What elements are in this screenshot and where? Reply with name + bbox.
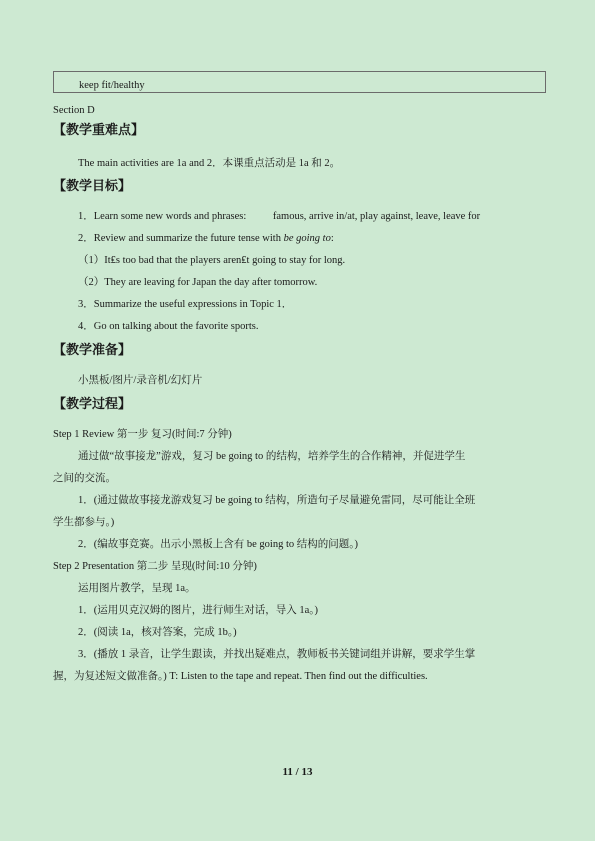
goal-2-italic: be going to (283, 233, 331, 244)
step1-title: Step 1 Review 第一步 复习(时间:7 分钟) (53, 429, 232, 440)
heading-focus: 【教学重难点】 (53, 123, 145, 138)
step1-paragraph-1-line-2: 之间的交流。 (53, 473, 116, 484)
step2-paragraph-3: 2．(阅读 1a，核对答案，完成 1b。) (78, 627, 237, 638)
goal-2-suffix: : (330, 233, 334, 244)
step1-paragraph-1-line-1: 通过做“故事接龙”游戏，复习 be going to 的结构，培养学生的合作精神，并促进学生 (78, 451, 466, 462)
step2-title: Step 2 Presentation 第二步 呈现(时间:10 分钟) (53, 561, 257, 572)
step1-paragraph-2-line-2: 学生都参与。) (53, 517, 115, 528)
top-table-cell (53, 71, 546, 93)
goal-1-prefix: 1．Learn some new words and phrases: (78, 211, 247, 222)
goal-2 (78, 232, 334, 246)
prep-text: 小黑板/图片/录音机/幻灯片 (78, 375, 203, 386)
goal-example-1: （1）It₤s too bad that the players aren₤t going to stay for long. (78, 255, 346, 266)
goal-2-prefix: 2．Review and summarize the future tense with (78, 233, 284, 244)
step2-paragraph-1: 运用图片教学，呈现 1a。 (78, 583, 196, 594)
goal-4: 4．Go on talking about the favorite sports. (78, 321, 259, 332)
heading-prep: 【教学准备】 (53, 343, 132, 358)
page-number: 11 / 13 (282, 766, 313, 778)
goal-3: 3．Summarize the useful expressions in Topic 1． (78, 299, 293, 310)
goal-example-2: （2）They are leaving for Japan the day after tomorrow. (78, 277, 318, 288)
top-box-text: keep fit/healthy (79, 80, 145, 91)
step1-paragraph-3: 2．(编故事竞赛。出示小黑板上含有 be going to 结构的问题。) (78, 539, 358, 550)
step2-paragraph-4-line-2: 握，为复述短文做准备。) T: Listen to the tape and repeat. Then find out the difficulties. (53, 671, 428, 682)
section-title: Section D (53, 105, 95, 116)
heading-goals: 【教学目标】 (53, 179, 132, 194)
goal-1 (78, 210, 480, 224)
goal-1-words: famous, arrive in/at, play against, leave, leave for (272, 211, 481, 222)
step2-paragraph-2: 1．(运用贝克汉姆的图片，进行师生对话，导入 1a。) (78, 605, 319, 616)
focus-text: The main activities are 1a and 2．本课重点活动是 1a 和 2。 (78, 158, 341, 169)
heading-process: 【教学过程】 (53, 397, 132, 412)
step1-paragraph-2-line-1: 1．(通过做故事接龙游戏复习 be going to 结构，所造句子尽量避免雷同，尽可能让全班 (78, 495, 476, 506)
step2-paragraph-4-line-1: 3．(播放 1 录音，让学生跟读，并找出疑难点，教师板书关键词组并讲解，要求学生掌 (78, 649, 476, 660)
